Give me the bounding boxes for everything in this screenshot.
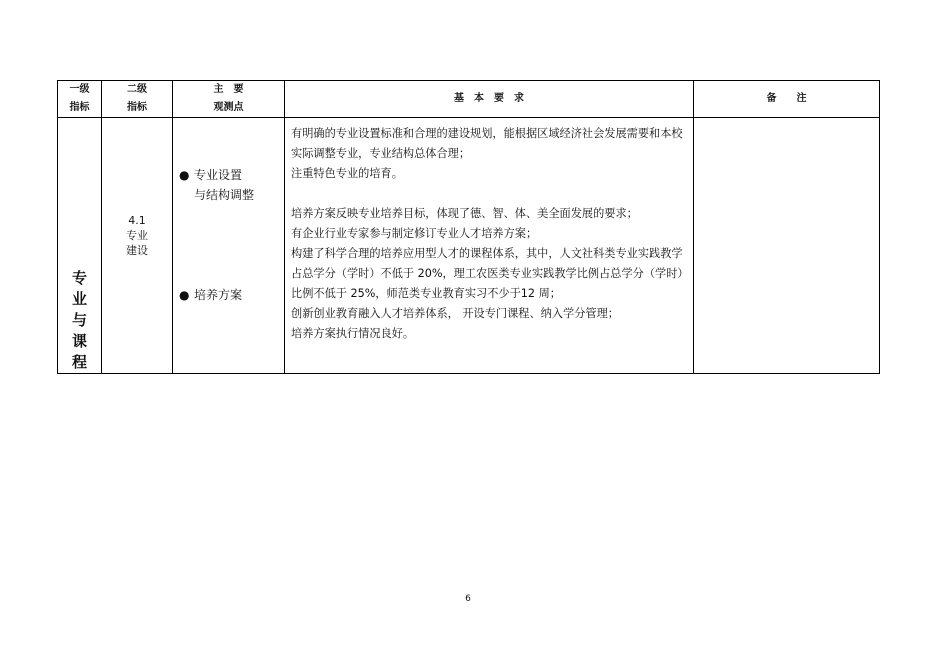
header-level2-line2: 指标 bbox=[127, 102, 147, 113]
observation-label: 专业设置 bbox=[194, 168, 243, 182]
header-observation-line1: 主 要 bbox=[213, 84, 244, 95]
level1-indicator-cell bbox=[58, 118, 102, 374]
requirement-text: 培养方案反映专业培养目标，体现了德、智、体、美全面发展的要求； bbox=[291, 207, 638, 220]
header-row bbox=[58, 81, 880, 118]
requirement-text: 创新创业教育融入人才培养体系， 开设专门课程、纳入学分管理； bbox=[291, 307, 619, 320]
requirement-text: 培养方案执行情况良好。 bbox=[291, 327, 415, 340]
requirement-text: 注重特色专业的培育。 bbox=[291, 167, 403, 180]
level2-line2: 建设 bbox=[126, 244, 148, 257]
indicator-table bbox=[57, 80, 880, 374]
header-requirements: 基 本 要 求 bbox=[285, 81, 694, 118]
header-level2 bbox=[102, 81, 173, 118]
level1-char: 专 bbox=[71, 269, 87, 287]
observation-label: 培养方案 bbox=[194, 288, 243, 302]
header-level1 bbox=[58, 81, 102, 118]
level1-char: 业 bbox=[71, 290, 87, 308]
level1-char: 课 bbox=[71, 332, 87, 350]
observation-item bbox=[179, 285, 242, 305]
header-level1-line1: 一级 bbox=[69, 84, 90, 95]
bullet-icon: ● bbox=[179, 168, 190, 182]
header-level1-line2: 指标 bbox=[69, 102, 90, 113]
observation-item bbox=[179, 165, 254, 205]
requirement-text: 有明确的专业设置标准和合理的建设规划，能根据区域经济社会发展需要和本校实际调整专业，专业结构总体合理； bbox=[291, 127, 683, 160]
bullet-icon: ● bbox=[179, 288, 190, 302]
level2-indicator-cell bbox=[102, 118, 173, 374]
level1-char: 与 bbox=[71, 311, 87, 329]
header-level2-line1: 二级 bbox=[127, 84, 147, 95]
level2-code: 4.1 bbox=[128, 214, 146, 227]
header-observation bbox=[173, 81, 285, 118]
remarks-cell bbox=[694, 118, 880, 374]
level1-char: 程 bbox=[71, 353, 87, 371]
observation-label: 与结构调整 bbox=[194, 188, 255, 202]
observation-cell bbox=[173, 118, 285, 374]
page-number: 6 bbox=[465, 594, 471, 604]
header-remarks: 备 注 bbox=[694, 81, 880, 118]
header-observation-line2: 观测点 bbox=[213, 102, 244, 113]
requirement-text: 有企业行业专家参与制定修订专业人才培养方案； bbox=[291, 227, 538, 240]
level2-line1: 专业 bbox=[126, 229, 148, 242]
requirements-cell bbox=[285, 118, 694, 374]
requirement-text: 构建了科学合理的培养应用型人才的课程体系，其中，人文社科类专业实践教学占总学分（学时）不低于 20%，理工农医类专业实践教学比例占总学分（学时）比例不低于 25%，师范类专业教育实习不少于12 周； bbox=[291, 247, 684, 300]
table-row bbox=[58, 118, 880, 374]
